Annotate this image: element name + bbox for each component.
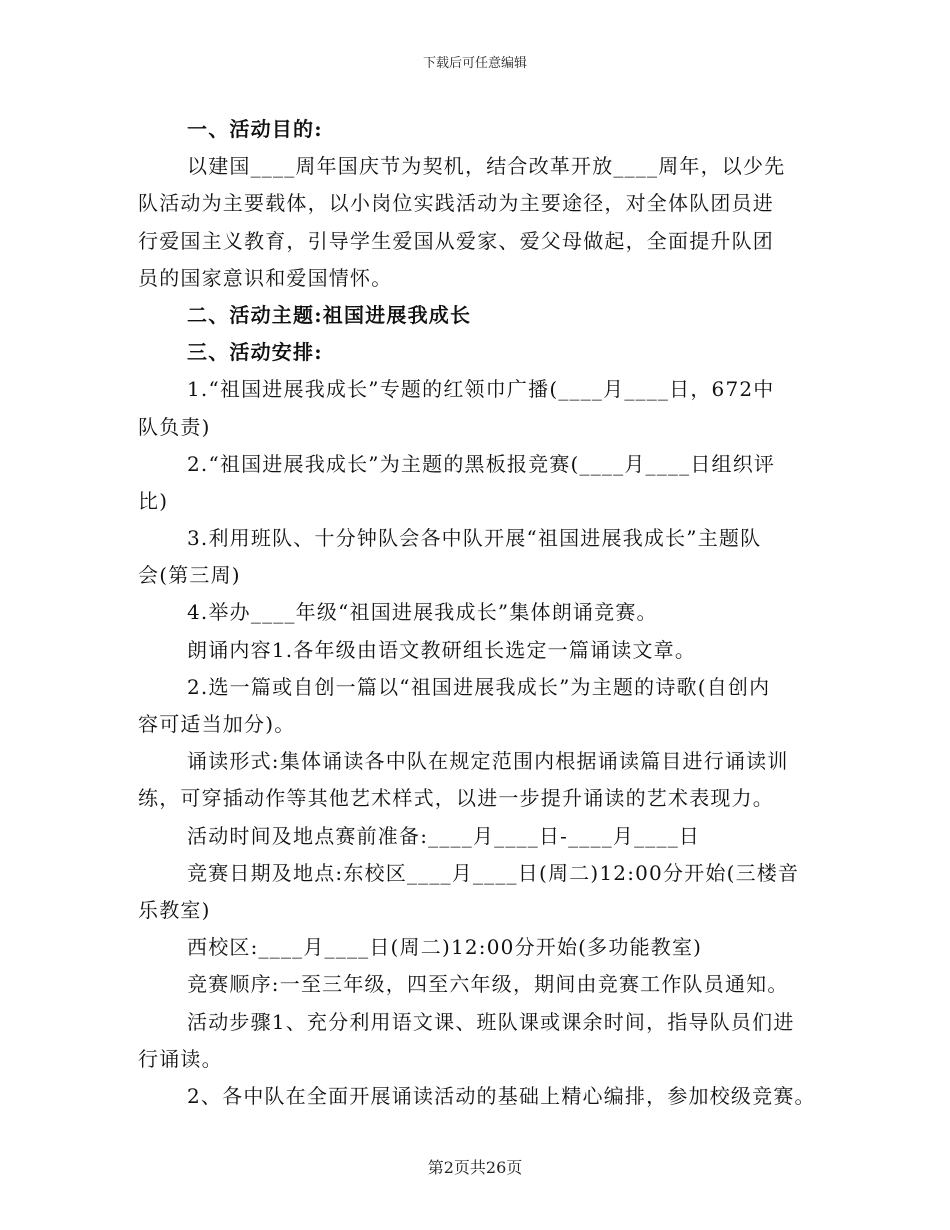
text-line: 乐教室) bbox=[138, 897, 211, 922]
section-heading: 三、活动安排: bbox=[187, 340, 323, 365]
section-heading: 一、活动目的: bbox=[187, 117, 323, 141]
text-line: 容可适当加分)。 bbox=[138, 712, 296, 736]
text-line: 竞赛日期及地点:东校区____月____日(周二)12:00分开始(三楼音 bbox=[187, 860, 800, 885]
text-line: 1.“祖国进展我成长”专题的红领巾广播(____月____日，672中 bbox=[187, 377, 775, 402]
text-line: 队负责) bbox=[138, 414, 211, 439]
page-header: 下载后可任意编辑 bbox=[422, 56, 527, 71]
text-line: 2.“祖国进展我成长”为主题的黑板报竞赛(____月____日组织评 bbox=[187, 451, 776, 476]
text-line: 3.利用班队、十分钟队会各中队开展“祖国进展我成长”主题队 bbox=[187, 526, 762, 551]
text-line: 诵读形式:集体诵读各中队在规定范围内根据诵读篇目进行诵读训 bbox=[187, 749, 789, 774]
text-line: 2.选一篇或自创一篇以“祖国进展我成长”为主题的诗歌(自创内 bbox=[187, 674, 771, 699]
text-line: 4.举办____年级“祖国进展我成长”集体朗诵竞赛。 bbox=[187, 600, 658, 625]
text-line: 竞赛顺序:一至三年级，四至六年级，期间由竞赛工作队员通知。 bbox=[187, 972, 789, 997]
document-body bbox=[138, 111, 828, 1115]
page-footer: 第2页共26页 bbox=[427, 1158, 523, 1177]
text-line: 活动时间及地点赛前准备:____月____日-____月____日 bbox=[187, 823, 701, 848]
text-line: 西校区:____月____日(周二)12:00分开始(多功能教室) bbox=[187, 935, 703, 960]
text-line: 活动步骤1、充分利用语文课、班队课或课余时间，指导队员们进 bbox=[187, 1009, 795, 1034]
text-line: 比) bbox=[138, 488, 169, 513]
text-line: 行诵读。 bbox=[138, 1046, 223, 1071]
text-line: 会(第三周) bbox=[138, 563, 241, 588]
text-line: 队活动为主要载体，以小岗位实践活动为主要途径，对全体队团员进 bbox=[138, 191, 774, 216]
text-line: 员的国家意识和爱国情怀。 bbox=[138, 265, 393, 290]
section-heading: 二、活动主题:祖国进展我成长 bbox=[187, 302, 472, 327]
text-line: 2、各中队在全面开展诵读活动的基础上精心编排，参加校级竞赛。 bbox=[187, 1083, 816, 1108]
text-line: 练，可穿插动作等其他艺术样式，以进一步提升诵读的艺术表现力。 bbox=[138, 786, 774, 811]
text-line: 以建国____周年国庆节为契机，结合改革开放____周年，以少先 bbox=[187, 154, 786, 179]
text-line: 朗诵内容1.各年级由语文教研组长选定一篇诵读文章。 bbox=[187, 637, 697, 662]
text-line: 行爱国主义教育，引导学生爱国从爱家、爱父母做起，全面提升队团 bbox=[138, 228, 774, 253]
